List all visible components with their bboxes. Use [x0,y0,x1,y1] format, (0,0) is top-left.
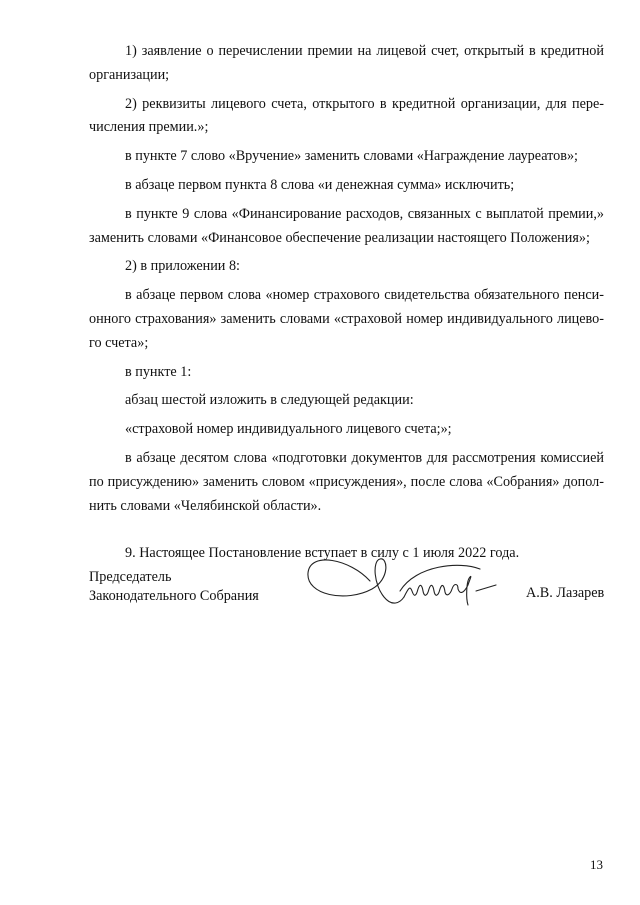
paragraph-point-1: в пункте 1: [125,363,192,380]
paragraph-point-8: в абзаце первом пункта 8 слова «и денежная сумма» исключить; [125,176,515,193]
signatory-title-line2: Законодательного Собрания [89,588,259,604]
paragraph-point-9: в пункте 9 слова «Финансирование расходов, связанных с выплатой премии,» заменить словами «Финансовое обеспечение реализации настоящего Положения»; [89,205,604,246]
document-body [89,40,604,571]
final-clause: 9. Настоящее Постановление вступает в силу с 1 июля 2022 года. [125,545,520,562]
page-number: 13 [590,857,603,872]
paragraph-first-abzac: в абзаце первом слова «номер страхового свидетельства обязательного пенсионного страхования» заменить словами «страховой номер индивидуального лицевого счета»; [89,287,604,351]
paragraph-sixth-abzac: абзац шестой изложить в следующей редакции: [125,392,414,409]
paragraph-item-2: 2) реквизиты лицевого счета, открытого в кредитной организации, для перечисления премии.»; [89,95,604,136]
paragraph-point-7: в пункте 7 слово «Вручение» заменить словами «Награждение лауреатов»; [125,148,578,165]
paragraph-new-wording: «страховой номер индивидуального лицевого счета;»; [125,421,452,438]
signatory-title-line1: Председатель [89,569,172,585]
paragraph-item-1: 1) заявление о перечислении премии на лицевой счет, открытый в кредитной организации; [89,43,604,83]
handwritten-signature [300,545,500,615]
signatory-title [89,568,259,606]
paragraph-appendix-8: 2) в приложении 8: [125,258,240,275]
paragraph-tenth-abzac: в абзаце десятом слова «подготовки документов для рассмотрения комиссией по присуждению» заменить словом «присуждения», после слова «Собрания» дополнить словами «Челябинской области». [89,449,604,514]
signatory-name: А.В. Лазарев [526,585,605,601]
